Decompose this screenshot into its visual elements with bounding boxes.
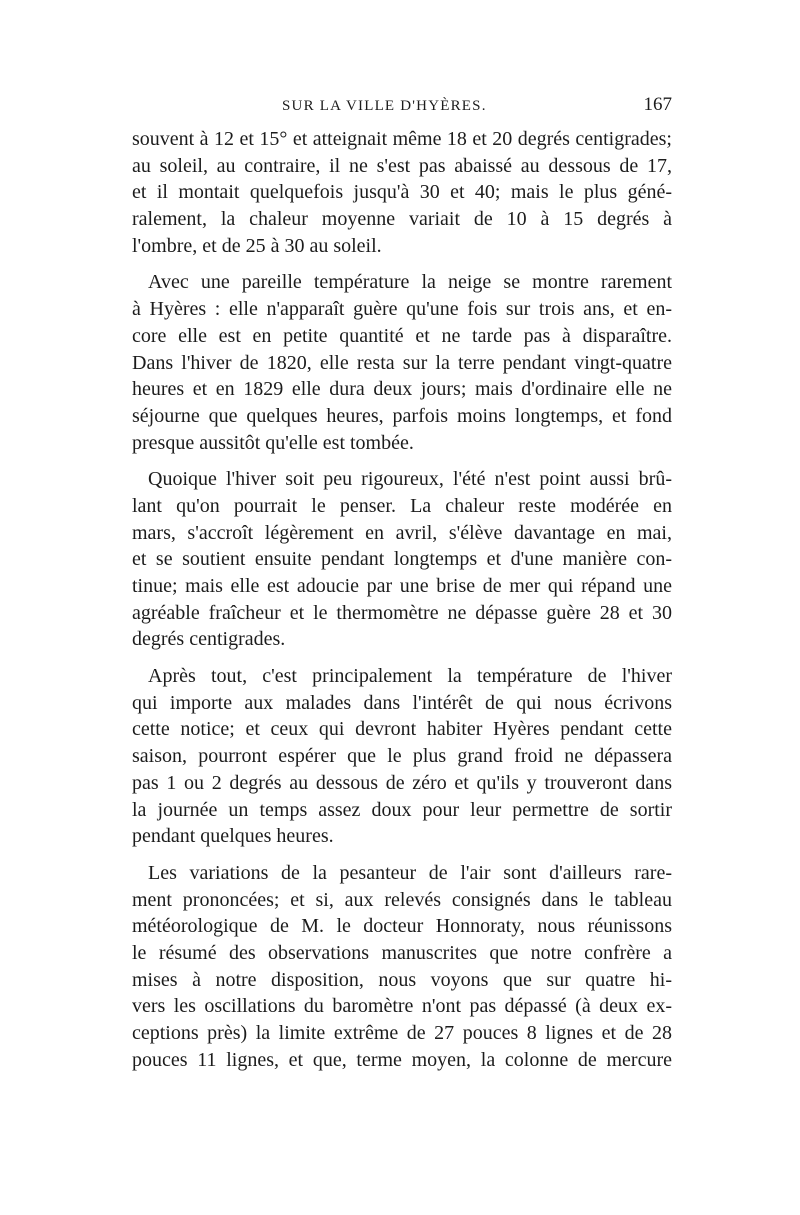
text-line: Dans l'hiver de 1820, elle resta sur la terre pendant vingt-quatre: [132, 351, 672, 374]
page-number: 167: [643, 94, 672, 115]
text-line: pas 1 ou 2 degrés au dessous de zéro et qu'ils y trouveront dans: [132, 771, 672, 794]
text-line: ralement, la chaleur moyenne variait de 10 à 15 degrés à: [132, 208, 672, 231]
text-line: mises à notre disposition, nous voyons que sur quatre hi-: [132, 968, 672, 991]
page-header: [132, 92, 672, 122]
text-line: et il montait quelquefois jusqu'à 30 et 40; mais le plus géné-: [132, 181, 672, 204]
text-line: ment prononcées; et si, aux relevés consignés dans le tableau: [132, 888, 672, 911]
text-line: au soleil, au contraire, il ne s'est pas abaissé au dessous de 17,: [132, 154, 672, 177]
text-line: et se soutient ensuite pendant longtemps et d'une manière con-: [132, 548, 672, 571]
text-line: agréable fraîcheur et le thermomètre ne dépasse guère 28 et 30: [132, 601, 672, 624]
text-line: le résumé des observations manuscrites que notre confrère a: [132, 941, 672, 964]
text-line: Quoique l'hiver soit peu rigoureux, l'été n'est point aussi brû-: [148, 468, 672, 491]
text-line: cette notice; et ceux qui devront habiter Hyères pendant cette: [132, 718, 672, 741]
text-line: souvent à 12 et 15° et atteignait même 18 et 20 degrés centigrades;: [132, 128, 672, 150]
text-line: la journée un temps assez doux pour leur permettre de sortir: [132, 798, 672, 821]
paragraph-4: [132, 663, 672, 850]
paragraph-2: [132, 269, 672, 456]
text-line: l'ombre, et de 25 à 30 au soleil.: [132, 234, 382, 257]
text-line: à Hyères : elle n'apparaît guère qu'une fois sur trois ans, et en-: [132, 298, 672, 321]
text-line: vers les oscillations du baromètre n'ont pas dépassé (à deux ex-: [132, 995, 672, 1018]
body-text: [132, 126, 672, 1083]
text-line: Avec une pareille température la neige se montre rarement: [148, 271, 672, 294]
paragraph-5: [132, 860, 672, 1074]
paragraph-1: [132, 126, 672, 259]
text-line: lant qu'on pourrait le penser. La chaleur reste modérée en: [132, 494, 672, 517]
text-line: pouces 11 lignes, et que, terme moyen, la colonne de mercure: [132, 1048, 672, 1071]
text-line: pendant quelques heures.: [132, 825, 334, 848]
text-line: core elle est en petite quantité et ne tarde pas à disparaître.: [132, 324, 672, 347]
text-line: météorologique de M. le docteur Honnoraty, nous réunissons: [132, 915, 672, 938]
paragraph-3: [132, 466, 672, 653]
text-line: tinue; mais elle est adoucie par une brise de mer qui répand une: [132, 575, 672, 597]
running-title: SUR LA VILLE D'HYÈRES.: [282, 98, 487, 114]
text-line: degrés centigrades.: [132, 628, 286, 651]
text-line: mars, s'accroît légèrement en avril, s'élève davantage en mai,: [132, 521, 672, 544]
text-line: Après tout, c'est principalement la température de l'hiver: [148, 665, 672, 688]
text-line: Les variations de la pesanteur de l'air sont d'ailleurs rare-: [148, 861, 672, 884]
text-line: saison, pourront espérer que le plus grand froid ne dépassera: [132, 745, 672, 768]
text-line: heures et en 1829 elle dura deux jours; mais d'ordinaire elle ne: [132, 378, 672, 401]
text-line: ceptions près) la limite extrême de 27 pouces 8 lignes et de 28: [132, 1022, 672, 1044]
text-line: presque aussitôt qu'elle est tombée.: [132, 431, 414, 454]
text-line: séjourne que quelques heures, parfois moins longtemps, et fond: [132, 404, 672, 427]
text-line: qui importe aux malades dans l'intérêt de qui nous écrivons: [132, 691, 672, 714]
